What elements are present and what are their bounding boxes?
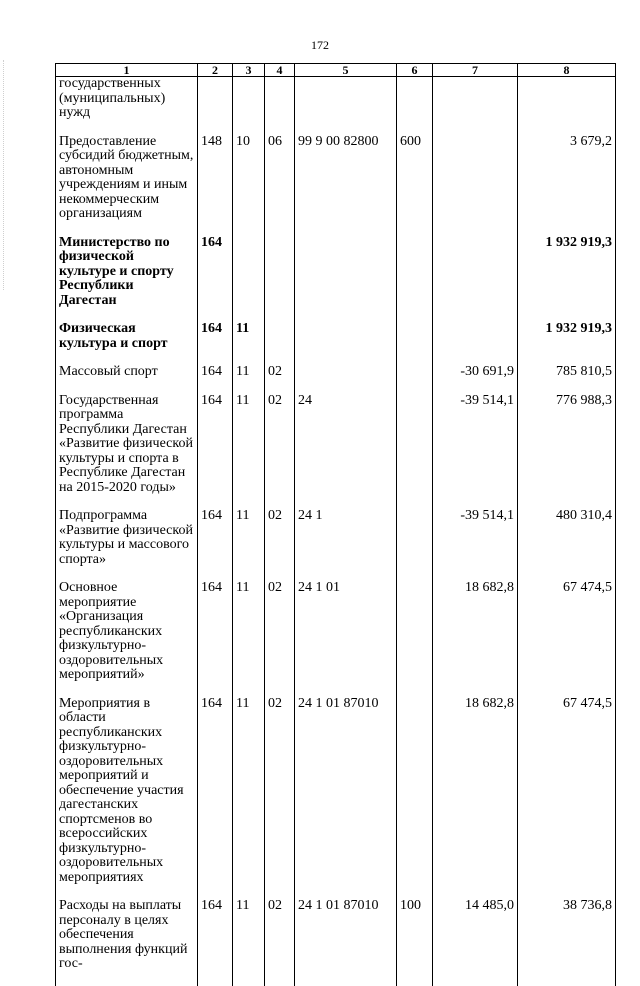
spacer-cell xyxy=(198,121,233,135)
spacer-cell xyxy=(198,495,233,509)
table-row xyxy=(56,135,616,222)
spacer-cell xyxy=(265,222,295,236)
row-spacer xyxy=(56,683,616,697)
row-name-cell: Расходы на выплаты персоналу в целях обеспечения выполнения функций гос- xyxy=(56,899,198,972)
column-header-7: 7 xyxy=(433,64,518,77)
table-row xyxy=(56,236,616,309)
row-expense-type-cell xyxy=(397,236,433,309)
row-spacer xyxy=(56,495,616,509)
spacer-cell xyxy=(518,683,616,697)
spacer-cell xyxy=(295,121,397,135)
spacer-cell xyxy=(518,308,616,322)
row-name-cell: Массовый спорт xyxy=(56,365,198,380)
row-gr-code-cell: 164 xyxy=(198,697,233,886)
spacer-cell xyxy=(233,121,265,135)
spacer-cell xyxy=(265,683,295,697)
row-target-code-cell: 24 1 xyxy=(295,509,397,567)
row-target-code-cell: 99 9 00 82800 xyxy=(295,135,397,222)
row-gr-code-cell xyxy=(198,77,233,121)
row-subsection-cell xyxy=(265,322,295,351)
row-section-cell: 10 xyxy=(233,135,265,222)
spacer-cell xyxy=(295,567,397,581)
row-expense-type-cell: 600 xyxy=(397,135,433,222)
row-total-amount-cell: 785 810,5 xyxy=(518,365,616,380)
spacer-cell xyxy=(56,495,198,509)
spacer-cell xyxy=(233,972,265,986)
row-spacer xyxy=(56,121,616,135)
row-subsection-cell xyxy=(265,236,295,309)
spacer-cell xyxy=(56,121,198,135)
spacer-cell xyxy=(433,351,518,365)
row-gr-code-cell: 164 xyxy=(198,899,233,972)
row-gr-code-cell: 164 xyxy=(198,322,233,351)
spacer-cell xyxy=(233,308,265,322)
spacer-cell xyxy=(295,308,397,322)
spacer-cell xyxy=(56,567,198,581)
row-name-cell: Государственная программа Республики Дагестан «Развитие физической культуры и спорта в Республике Дагестан на 2015-2020 годы» xyxy=(56,394,198,496)
row-target-code-cell xyxy=(295,322,397,351)
row-change-amount-cell xyxy=(433,135,518,222)
spacer-cell xyxy=(518,380,616,394)
spacer-cell xyxy=(518,222,616,236)
row-total-amount-cell: 67 474,5 xyxy=(518,697,616,886)
spacer-cell xyxy=(433,972,518,986)
column-header-3: 3 xyxy=(233,64,265,77)
spacer-cell xyxy=(518,972,616,986)
row-expense-type-cell xyxy=(397,509,433,567)
row-subsection-cell: 02 xyxy=(265,394,295,496)
row-section-cell: 11 xyxy=(233,322,265,351)
spacer-cell xyxy=(295,885,397,899)
spacer-cell xyxy=(433,121,518,135)
row-section-cell: 11 xyxy=(233,697,265,886)
table-row xyxy=(56,697,616,886)
spacer-cell xyxy=(295,380,397,394)
spacer-cell xyxy=(56,380,198,394)
row-name-cell: Предоставление субсидий бюджетным, автономным учреждениям и иным некоммерческим организациям xyxy=(56,135,198,222)
spacer-cell xyxy=(233,567,265,581)
row-spacer xyxy=(56,308,616,322)
row-gr-code-cell: 164 xyxy=(198,394,233,496)
spacer-cell xyxy=(265,380,295,394)
spacer-cell xyxy=(233,380,265,394)
row-target-code-cell: 24 1 01 87010 xyxy=(295,697,397,886)
table-row xyxy=(56,509,616,567)
row-target-code-cell: 24 1 01 xyxy=(295,581,397,683)
row-total-amount-cell: 1 932 919,3 xyxy=(518,236,616,309)
spacer-cell xyxy=(295,495,397,509)
column-header-2: 2 xyxy=(198,64,233,77)
spacer-cell xyxy=(433,885,518,899)
row-target-code-cell xyxy=(295,236,397,309)
spacer-cell xyxy=(198,222,233,236)
spacer-cell xyxy=(397,972,433,986)
row-expense-type-cell xyxy=(397,365,433,380)
spacer-cell xyxy=(397,885,433,899)
spacer-cell xyxy=(518,121,616,135)
row-spacer xyxy=(56,567,616,581)
row-total-amount-cell: 1 932 919,3 xyxy=(518,322,616,351)
spacer-cell xyxy=(295,683,397,697)
column-header-8: 8 xyxy=(518,64,616,77)
spacer-cell xyxy=(518,351,616,365)
spacer-cell xyxy=(233,683,265,697)
column-header-4: 4 xyxy=(265,64,295,77)
spacer-cell xyxy=(265,495,295,509)
row-total-amount-cell: 776 988,3 xyxy=(518,394,616,496)
column-header-6: 6 xyxy=(397,64,433,77)
row-spacer xyxy=(56,380,616,394)
row-total-amount-cell: 67 474,5 xyxy=(518,581,616,683)
spacer-cell xyxy=(198,308,233,322)
spacer-cell xyxy=(233,495,265,509)
row-name-cell: Подпрограмма «Развитие физической культуры и массового спорта» xyxy=(56,509,198,567)
row-gr-code-cell: 148 xyxy=(198,135,233,222)
row-name-cell: Мероприятия в области республиканских физкультурно-оздоровительных мероприятий и обеспечение участия дагестанских спортсменов во всероссийских физкультурно-оздоровительных мероприятиях xyxy=(56,697,198,886)
spacer-cell xyxy=(56,308,198,322)
scan-margin-mark xyxy=(3,60,5,290)
spacer-cell xyxy=(397,495,433,509)
row-gr-code-cell: 164 xyxy=(198,236,233,309)
row-expense-type-cell xyxy=(397,394,433,496)
row-name-cell: Физическая культура и спорт xyxy=(56,322,198,351)
row-expense-type-cell xyxy=(397,322,433,351)
spacer-cell xyxy=(198,351,233,365)
row-gr-code-cell: 164 xyxy=(198,581,233,683)
row-target-code-cell xyxy=(295,77,397,121)
row-total-amount-cell: 480 310,4 xyxy=(518,509,616,567)
column-header-1: 1 xyxy=(56,64,198,77)
row-change-amount-cell: 18 682,8 xyxy=(433,697,518,886)
row-gr-code-cell: 164 xyxy=(198,365,233,380)
column-header-5: 5 xyxy=(295,64,397,77)
spacer-cell xyxy=(198,885,233,899)
row-expense-type-cell xyxy=(397,581,433,683)
row-change-amount-cell: 18 682,8 xyxy=(433,581,518,683)
spacer-cell xyxy=(198,380,233,394)
row-section-cell: 11 xyxy=(233,365,265,380)
spacer-cell xyxy=(233,885,265,899)
spacer-cell xyxy=(295,222,397,236)
row-change-amount-cell: 14 485,0 xyxy=(433,899,518,972)
spacer-cell xyxy=(56,885,198,899)
spacer-cell xyxy=(397,351,433,365)
spacer-cell xyxy=(433,567,518,581)
spacer-cell xyxy=(198,683,233,697)
row-spacer xyxy=(56,222,616,236)
spacer-cell xyxy=(518,495,616,509)
spacer-cell xyxy=(433,222,518,236)
spacer-cell xyxy=(56,351,198,365)
spacer-cell xyxy=(518,885,616,899)
row-change-amount-cell xyxy=(433,322,518,351)
row-target-code-cell xyxy=(295,365,397,380)
row-section-cell: 11 xyxy=(233,509,265,567)
row-change-amount-cell xyxy=(433,77,518,121)
spacer-cell xyxy=(198,972,233,986)
row-total-amount-cell xyxy=(518,77,616,121)
table-row xyxy=(56,365,616,380)
row-subsection-cell: 02 xyxy=(265,899,295,972)
row-spacer xyxy=(56,351,616,365)
row-total-amount-cell: 3 679,2 xyxy=(518,135,616,222)
row-spacer xyxy=(56,885,616,899)
spacer-cell xyxy=(265,567,295,581)
row-section-cell xyxy=(233,236,265,309)
spacer-cell xyxy=(265,121,295,135)
row-name-cell: Министерство по физической культуре и спорту Республики Дагестан xyxy=(56,236,198,309)
row-spacer xyxy=(56,972,616,986)
spacer-cell xyxy=(56,972,198,986)
spacer-cell xyxy=(265,885,295,899)
spacer-cell xyxy=(433,495,518,509)
spacer-cell xyxy=(433,308,518,322)
budget-table xyxy=(55,63,616,986)
row-gr-code-cell: 164 xyxy=(198,509,233,567)
row-change-amount-cell: -39 514,1 xyxy=(433,394,518,496)
row-name-cell: государственных (муниципальных) нужд xyxy=(56,77,198,121)
row-subsection-cell: 02 xyxy=(265,365,295,380)
table-row xyxy=(56,77,616,121)
spacer-cell xyxy=(295,351,397,365)
row-change-amount-cell: -39 514,1 xyxy=(433,509,518,567)
table-row xyxy=(56,394,616,496)
spacer-cell xyxy=(233,351,265,365)
spacer-cell xyxy=(518,567,616,581)
spacer-cell xyxy=(397,683,433,697)
spacer-cell xyxy=(397,121,433,135)
row-total-amount-cell: 38 736,8 xyxy=(518,899,616,972)
row-target-code-cell: 24 1 01 87010 xyxy=(295,899,397,972)
row-expense-type-cell: 100 xyxy=(397,899,433,972)
row-change-amount-cell xyxy=(433,236,518,309)
spacer-cell xyxy=(233,222,265,236)
row-change-amount-cell: -30 691,9 xyxy=(433,365,518,380)
spacer-cell xyxy=(397,222,433,236)
row-target-code-cell: 24 xyxy=(295,394,397,496)
row-subsection-cell: 02 xyxy=(265,509,295,567)
row-expense-type-cell xyxy=(397,697,433,886)
spacer-cell xyxy=(265,308,295,322)
row-expense-type-cell xyxy=(397,77,433,121)
spacer-cell xyxy=(265,972,295,986)
spacer-cell xyxy=(56,222,198,236)
row-section-cell xyxy=(233,77,265,121)
row-section-cell: 11 xyxy=(233,394,265,496)
spacer-cell xyxy=(265,351,295,365)
spacer-cell xyxy=(433,380,518,394)
spacer-cell xyxy=(397,567,433,581)
row-subsection-cell: 02 xyxy=(265,697,295,886)
table-header-row xyxy=(56,64,616,77)
table-row xyxy=(56,899,616,972)
table-body xyxy=(56,77,616,986)
page-number: 172 xyxy=(311,38,329,52)
spacer-cell xyxy=(295,972,397,986)
row-section-cell: 11 xyxy=(233,899,265,972)
table-row xyxy=(56,322,616,351)
row-name-cell: Основное мероприятие «Организация республиканских физкультурно-оздоровительных мероприятий» xyxy=(56,581,198,683)
row-section-cell: 11 xyxy=(233,581,265,683)
row-subsection-cell xyxy=(265,77,295,121)
spacer-cell xyxy=(397,308,433,322)
spacer-cell xyxy=(198,567,233,581)
spacer-cell xyxy=(397,380,433,394)
row-subsection-cell: 06 xyxy=(265,135,295,222)
spacer-cell xyxy=(433,683,518,697)
spacer-cell xyxy=(56,683,198,697)
row-subsection-cell: 02 xyxy=(265,581,295,683)
table-row xyxy=(56,581,616,683)
